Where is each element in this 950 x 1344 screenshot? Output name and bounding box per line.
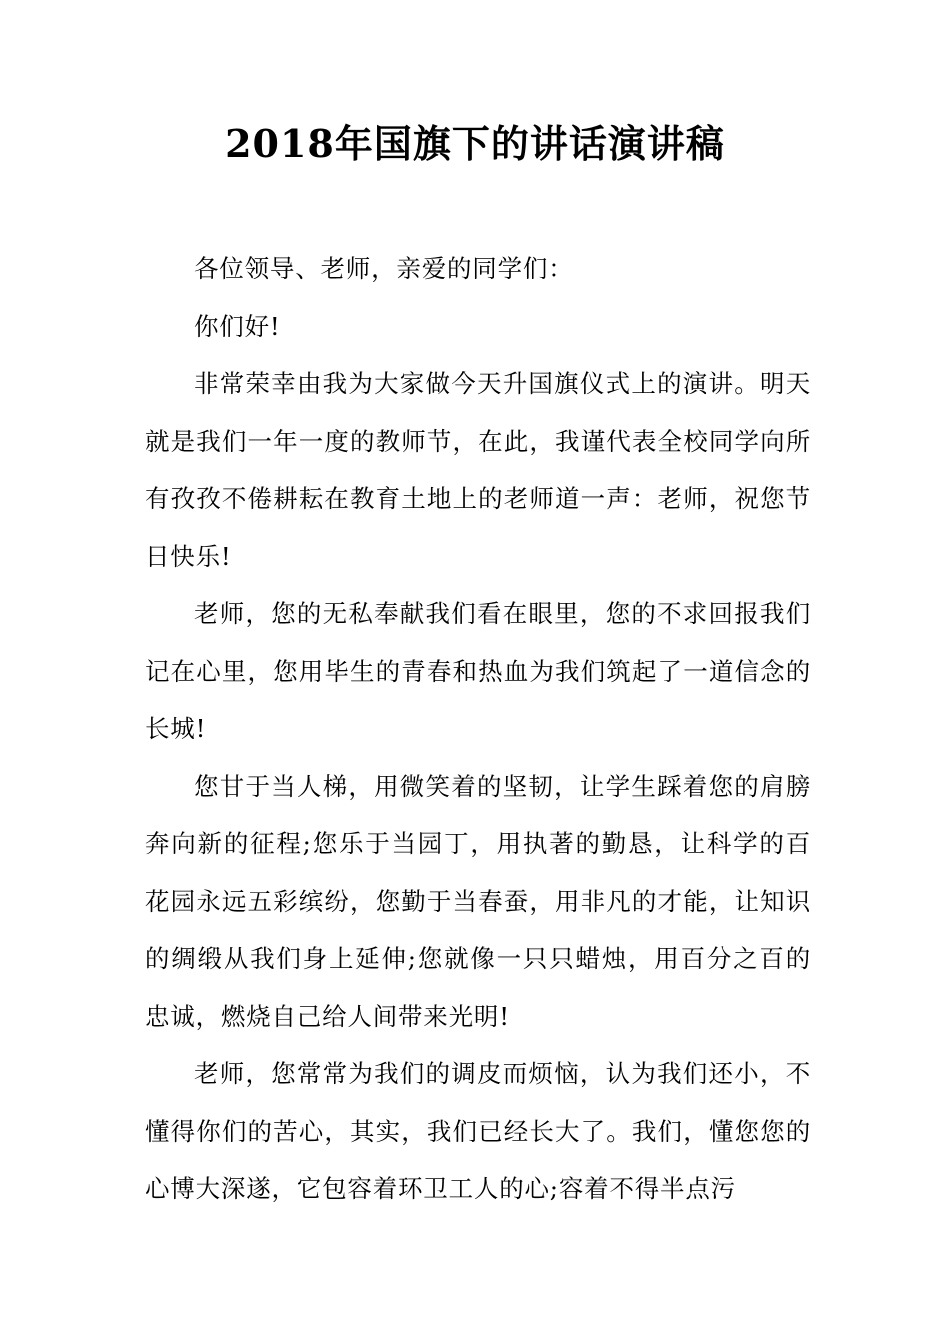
paragraph-introduction: 非常荣幸由我为大家做今天升国旗仪式上的演讲。明天就是我们一年一度的教师节，在此，我谨代表全校同学向所有孜孜不倦耕耘在教育土地上的老师道一声：老师，祝您节日快乐!: [145, 369, 811, 571]
paragraph-greeting: 各位领导、老师，亲爱的同学们：: [194, 254, 574, 283]
paragraph-understanding: 老师，您常常为我们的调皮而烦恼，认为我们还小，不懂得你们的苦心，其实，我们已经长大了。我们，懂您您的心博大深遂，它包容着环卫工人的心;容着不得半点污: [145, 1059, 811, 1203]
paragraph-metaphors: 您甘于当人梯，用微笑着的坚韧，让学生踩着您的肩膀奔向新的征程;您乐于当园丁，用执著的勤恳，让科学的百花园永远五彩缤纷，您勤于当春蚕，用非凡的才能，让知识的绸缎从我们身上延伸;您就像一只只蜡烛，用百分之百的忠诚，燃烧自己给人间带来光明!: [145, 771, 811, 1031]
paragraph-hello: 你们好!: [194, 311, 281, 341]
document-body: [145, 240, 811, 1218]
document-title: 2018年国旗下的讲话演讲稿: [225, 121, 725, 166]
paragraph-dedication: 老师，您的无私奉献我们看在眼里，您的不求回报我们记在心里，您用毕生的青春和热血为我们筑起了一道信念的长城!: [145, 599, 811, 743]
